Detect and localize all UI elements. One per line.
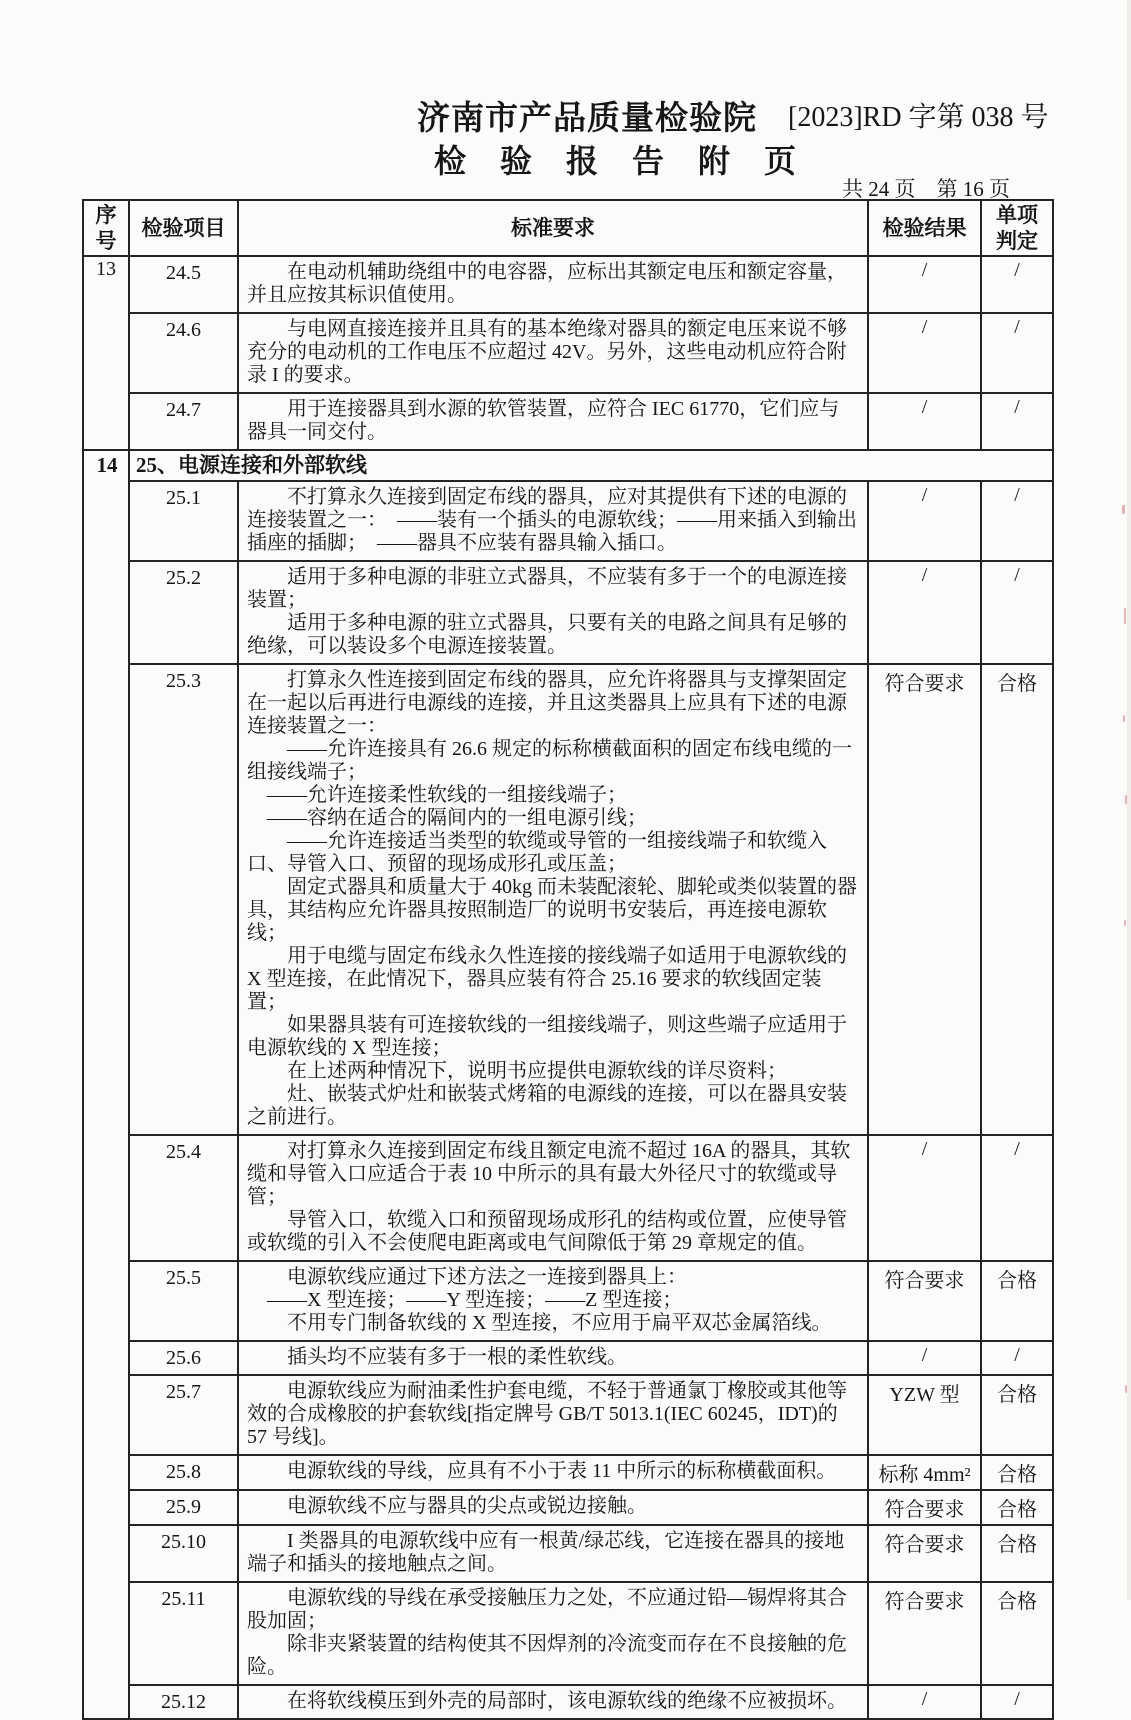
result-cell: YZW 型	[868, 1375, 981, 1455]
table-row-25-11	[83, 1582, 1053, 1685]
judgment-cell: /	[981, 481, 1053, 561]
item-no: 25.5	[129, 1261, 238, 1341]
scan-artifact	[1124, 608, 1126, 624]
result-cell: /	[868, 313, 981, 393]
item-no: 25.1	[129, 481, 238, 561]
table-row-25-3	[83, 664, 1053, 1135]
judgment-cell: /	[981, 313, 1053, 393]
scan-artifact	[1124, 920, 1126, 926]
judgment-cell: 合格	[981, 1490, 1053, 1525]
judgment-cell: 合格	[981, 1261, 1053, 1341]
result-cell: /	[868, 256, 981, 313]
requirement-cell: I 类器具的电源软线中应有一根黄/绿芯线，它连接在器具的接地端子和插头的接地触点之间。	[238, 1525, 868, 1582]
document-number: [2023]RD 字第 038 号	[788, 102, 1049, 133]
seq-cell-14: 14	[83, 450, 129, 1719]
table-row-25-10	[83, 1525, 1053, 1582]
result-cell: 符合要求	[868, 1582, 981, 1685]
judgment-cell: 合格	[981, 1582, 1053, 1685]
table-row-25-2	[83, 561, 1053, 664]
judgment-cell: /	[981, 1135, 1053, 1261]
requirement-cell: 打算永久性连接到固定布线的器具，应允许将器具与支撑架固定在一起以后再进行电源线的连接，并且这类器具上应具有下述的电源连接装置之一： ——允许连接具有 26.6 规定的标称横截面积的固定布线电缆的一组接线端子； ——允许连接柔性软线的一组接线端子； ——容纳在适合的隔间内的一组电源引线； ——允许连接适当类型的软缆或导管的一组接线端子和软缆入口、导管入口、预留的现场成形孔或压盖； 固定式器具和质量大于 40kg 而未装配滚轮、脚轮或类似装置的器具，其结构应允许器具按照制造厂的说明书安装后，再连接电源软线； 用于电缆与固定布线永久性连接的接线端子如适用于电源软线的 X 型连接，在此情况下，器具应装有符合 25.16 要求的软线固定装置； 如果器具装有可连接软线的一组接线端子，则这些端子应适用于电源软线的 X 型连接； 在上述两种情况下，说明书应提供电源软线的详尽资料； 灶、嵌装式炉灶和嵌装式烤箱的电源线的连接，可以在器具安装之前进行。	[238, 664, 868, 1135]
seq-cell-13: 13	[83, 256, 129, 450]
requirement-cell: 电源软线不应与器具的尖点或锐边接触。	[238, 1490, 868, 1525]
scan-artifact	[1125, 1385, 1127, 1393]
result-cell: /	[868, 1135, 981, 1261]
requirement-cell: 插头均不应装有多于一根的柔性软线。	[238, 1341, 868, 1375]
col-header-item: 检验项目	[129, 200, 238, 256]
table-row-25-12	[83, 1685, 1053, 1719]
section-title: 25、电源连接和外部软线	[129, 450, 1053, 481]
item-no: 25.7	[129, 1375, 238, 1455]
col-header-seq: 序号	[83, 200, 129, 256]
item-no: 25.9	[129, 1490, 238, 1525]
requirement-cell: 在电动机辅助绕组中的电容器，应标出其额定电压和额定容量，并且应按其标识值使用。	[238, 256, 868, 313]
page-count: 共 24 页 第 16 页	[842, 177, 1010, 201]
result-cell: /	[868, 1685, 981, 1719]
result-cell: /	[868, 561, 981, 664]
judgment-cell: /	[981, 1341, 1053, 1375]
requirement-cell: 适用于多种电源的非驻立式器具，不应装有多于一个的电源连接装置； 适用于多种电源的驻立式器具，只要有关的电路之间具有足够的绝缘，可以装设多个电源连接装置。	[238, 561, 868, 664]
result-cell: 符合要求	[868, 1490, 981, 1525]
scan-artifact	[1122, 505, 1125, 514]
judgment-cell: /	[981, 393, 1053, 450]
table-row-24-7	[83, 393, 1053, 450]
judgment-cell: 合格	[981, 664, 1053, 1135]
item-no: 25.6	[129, 1341, 238, 1375]
item-no: 25.2	[129, 561, 238, 664]
requirement-cell: 对打算永久连接到固定布线且额定电流不超过 16A 的器具，其软缆和导管入口应适合于表 10 中所示的具有最大外径尺寸的软缆或导管； 导管入口，软缆入口和预留现场成形孔的结构或位置，应使导管或软缆的引入不会使爬电距离或电气间隙低于第 29 章规定的值。	[238, 1135, 868, 1261]
section-row-25	[83, 450, 1053, 481]
table-row-25-1	[83, 481, 1053, 561]
result-cell: 标称 4mm²	[868, 1455, 981, 1490]
table-row-25-8	[83, 1455, 1053, 1490]
table-header-row	[83, 200, 1053, 256]
item-no: 24.5	[129, 256, 238, 313]
page-header	[0, 92, 1131, 201]
table-row-25-5	[83, 1261, 1053, 1341]
item-no: 24.6	[129, 313, 238, 393]
organization-name: 济南市产品质量检验院	[417, 101, 757, 137]
result-cell: 符合要求	[868, 664, 981, 1135]
requirement-cell: 电源软线应为耐油柔性护套电缆，不轻于普通氯丁橡胶或其他等效的合成橡胶的护套软线[指定牌号 GB/T 5013.1(IEC 60245，IDT)的 57 号线]。	[238, 1375, 868, 1455]
col-header-requirement: 标准要求	[238, 200, 868, 256]
item-no: 25.8	[129, 1455, 238, 1490]
judgment-cell: /	[981, 1685, 1053, 1719]
judgment-cell: 合格	[981, 1525, 1053, 1582]
result-cell: /	[868, 393, 981, 450]
inspection-table	[82, 199, 1054, 1720]
table-row-25-7	[83, 1375, 1053, 1455]
requirement-cell: 不打算永久连接到固定布线的器具，应对其提供有下述的电源的连接装置之一： ——装有一个插头的电源软线；——用来插入到输出插座的插脚； ——器具不应装有器具输入插口。	[238, 481, 868, 561]
result-cell: /	[868, 1341, 981, 1375]
requirement-cell: 电源软线的导线在承受接触压力之处，不应通过铅—锡焊将其合股加固； 除非夹紧装置的结构使其不因焊剂的冷流变而存在不良接触的危险。	[238, 1582, 868, 1685]
item-no: 24.7	[129, 393, 238, 450]
result-cell: 符合要求	[868, 1525, 981, 1582]
page-title: 检 验 报 告 附 页	[434, 143, 810, 179]
result-cell: 符合要求	[868, 1261, 981, 1341]
requirement-cell: 用于连接器具到水源的软管装置，应符合 IEC 61770，它们应与器具一同交付。	[238, 393, 868, 450]
result-cell: /	[868, 481, 981, 561]
scan-edge-strip	[1127, 0, 1131, 1600]
table-row-24-6	[83, 313, 1053, 393]
col-header-judgment: 单项判定	[981, 200, 1053, 256]
table-row-24-5	[83, 256, 1053, 313]
judgment-cell: /	[981, 256, 1053, 313]
item-no: 25.11	[129, 1582, 238, 1685]
requirement-cell: 在将软线模压到外壳的局部时，该电源软线的绝缘不应被损坏。	[238, 1685, 868, 1719]
item-no: 25.10	[129, 1525, 238, 1582]
col-header-result: 检验结果	[868, 200, 981, 256]
table-row-25-6	[83, 1341, 1053, 1375]
judgment-cell: 合格	[981, 1455, 1053, 1490]
requirement-cell: 与电网直接连接并且具有的基本绝缘对器具的额定电压来说不够充分的电动机的工作电压不应超过 42V。另外，这些电动机应符合附录 I 的要求。	[238, 313, 868, 393]
requirement-cell: 电源软线应通过下述方法之一连接到器具上： ——X 型连接；——Y 型连接；——Z 型连接； 不用专门制备软线的 X 型连接，不应用于扁平双芯金属箔线。	[238, 1261, 868, 1341]
scan-artifact	[1123, 715, 1125, 722]
scan-artifact	[1125, 795, 1127, 804]
item-no: 25.3	[129, 664, 238, 1135]
judgment-cell: 合格	[981, 1375, 1053, 1455]
judgment-cell: /	[981, 561, 1053, 664]
item-no: 25.12	[129, 1685, 238, 1719]
requirement-cell: 电源软线的导线，应具有不小于表 11 中所示的标称横截面积。	[238, 1455, 868, 1490]
item-no: 25.4	[129, 1135, 238, 1261]
table-row-25-9	[83, 1490, 1053, 1525]
table-row-25-4	[83, 1135, 1053, 1261]
